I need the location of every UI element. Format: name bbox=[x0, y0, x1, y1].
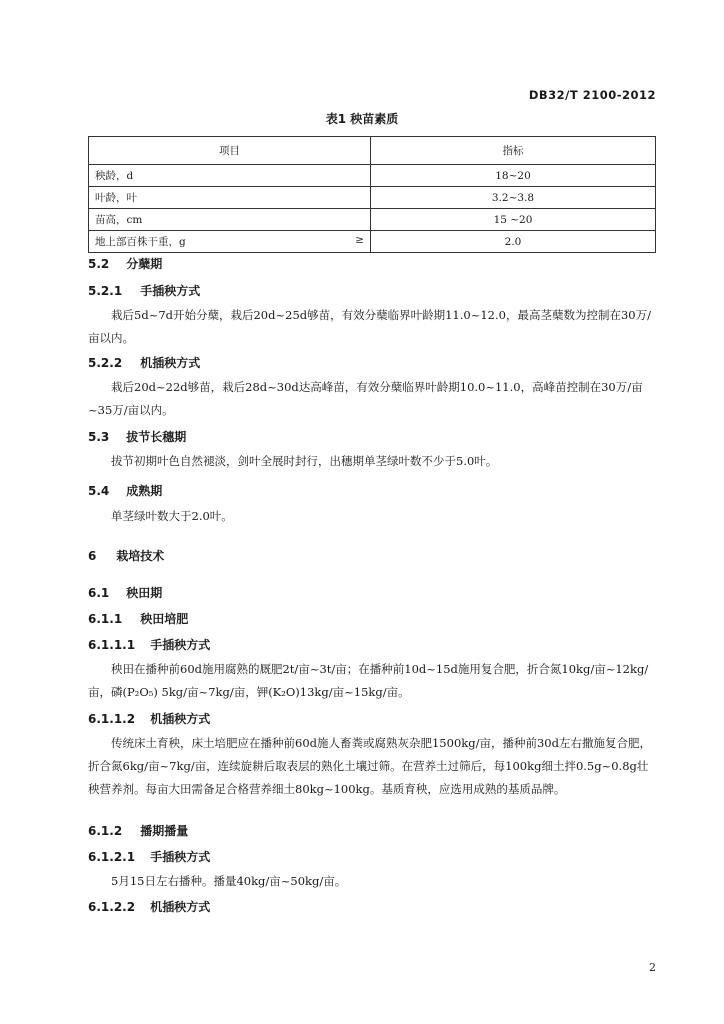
paragraph: 秧田在播种前60d施用腐熟的厩肥2t/亩~3t/亩；在播种前10d~15d施用复合肥，折合氮10kg/亩~12kg/亩，磷(P₂O₅) 5kg/亩~7kg/亩，钾(K₂O)13kg/亩~15kg/亩。 bbox=[88, 661, 649, 699]
table-row bbox=[89, 165, 656, 187]
section-number: 5.4 bbox=[88, 484, 110, 498]
paragraph: 栽后5d~7d开始分蘖，栽后20d~25d够苗，有效分蘖临界叶龄期11.0~12.0，最高茎蘖数为控制在30万/亩以内。 bbox=[88, 307, 651, 345]
table-row bbox=[89, 231, 656, 253]
section-number: 6.1.1 bbox=[88, 612, 123, 626]
column-header-indicator: 指标 bbox=[371, 137, 656, 165]
paragraph: 传统床土育秧，床土培肥应在播种前60d施人畜粪或腐熟灰杂肥1500kg/亩，播种前30d左右撒施复合肥，折合氮6kg/亩~7kg/亩，连续旋耕后取表层的熟化土壤过筛。在营养土过筛后，每100kg细土拌0.5g~0.8g壮秧营养剂。每亩大田需备足合格营养细土80kg~100kg。基质育秧，应选用成熟的基质品牌。 bbox=[88, 735, 651, 796]
paragraph: 拔节初期叶色自然褪淡，剑叶全展时封行，出穗期单茎绿叶数不少于5.0叶。 bbox=[111, 453, 498, 468]
table-row bbox=[89, 187, 656, 209]
section-title: 手插秧方式 bbox=[150, 850, 211, 864]
paragraph: 栽后20d~22d够苗，栽后28d~30d达高峰苗，有效分蘖临界叶龄期10.0~11.0，高峰苗控制在30万/亩~35万/亩以内。 bbox=[88, 379, 643, 417]
paragraph: 5月15日左右播种。播量40kg/亩~50kg/亩。 bbox=[111, 873, 347, 888]
row-value: 15 ~20 bbox=[371, 209, 656, 231]
section-title: 机插秧方式 bbox=[150, 712, 211, 726]
section-heading bbox=[88, 848, 210, 865]
row-item: 苗高，cm bbox=[89, 209, 371, 231]
section-title: 播期播量 bbox=[140, 824, 189, 838]
row-item: 秧龄，d bbox=[89, 165, 371, 187]
section-number: 5.2 bbox=[88, 257, 110, 271]
row-item: 地上部百株干重，g bbox=[95, 236, 186, 248]
chapter-heading bbox=[88, 547, 164, 564]
paragraph: 单茎绿叶数大于2.0叶。 bbox=[111, 508, 233, 523]
row-item: 叶龄，叶 bbox=[89, 187, 371, 209]
section-heading bbox=[88, 898, 210, 915]
section-title: 分蘖期 bbox=[126, 257, 163, 271]
section-heading bbox=[88, 584, 162, 601]
section-heading bbox=[88, 428, 186, 445]
section-title: 手插秧方式 bbox=[140, 284, 201, 298]
section-heading bbox=[88, 822, 188, 839]
document-code: DB32/T 2100-2012 bbox=[528, 88, 656, 102]
section-title: 栽培技术 bbox=[116, 549, 165, 563]
section-heading bbox=[88, 482, 162, 499]
section-title: 成熟期 bbox=[126, 484, 163, 498]
section-heading bbox=[88, 282, 200, 299]
section-title: 拔节长穗期 bbox=[126, 430, 187, 444]
section-heading bbox=[88, 255, 162, 272]
section-heading bbox=[88, 610, 188, 627]
section-number: 5.2.1 bbox=[88, 284, 123, 298]
row-item-cell bbox=[89, 231, 371, 253]
row-value: 2.0 bbox=[371, 231, 656, 253]
seedling-quality-table bbox=[88, 136, 656, 253]
section-title: 机插秧方式 bbox=[140, 356, 201, 370]
page-number: 2 bbox=[649, 961, 656, 974]
row-comparator: ≥ bbox=[355, 234, 364, 246]
section-heading bbox=[88, 354, 200, 371]
section-title: 手插秧方式 bbox=[150, 638, 211, 652]
table-row bbox=[89, 209, 656, 231]
section-title: 机插秧方式 bbox=[150, 900, 211, 914]
section-number: 6.1 bbox=[88, 586, 110, 600]
table-header-row bbox=[89, 137, 656, 165]
row-value: 18~20 bbox=[371, 165, 656, 187]
section-number: 6.1.2.2 bbox=[88, 900, 136, 914]
table-caption: 表1 秧苗素质 bbox=[325, 112, 399, 126]
section-number: 5.2.2 bbox=[88, 356, 123, 370]
section-number: 6.1.2 bbox=[88, 824, 123, 838]
section-number: 6.1.1.1 bbox=[88, 638, 136, 652]
section-title: 秧田培肥 bbox=[140, 612, 189, 626]
section-title: 秧田期 bbox=[126, 586, 163, 600]
section-number: 6 bbox=[88, 549, 97, 563]
section-heading bbox=[88, 710, 210, 727]
row-value: 3.2~3.8 bbox=[371, 187, 656, 209]
column-header-item: 项目 bbox=[89, 137, 371, 165]
section-number: 6.1.2.1 bbox=[88, 850, 136, 864]
section-number: 6.1.1.2 bbox=[88, 712, 136, 726]
section-heading bbox=[88, 636, 210, 653]
section-number: 5.3 bbox=[88, 430, 110, 444]
